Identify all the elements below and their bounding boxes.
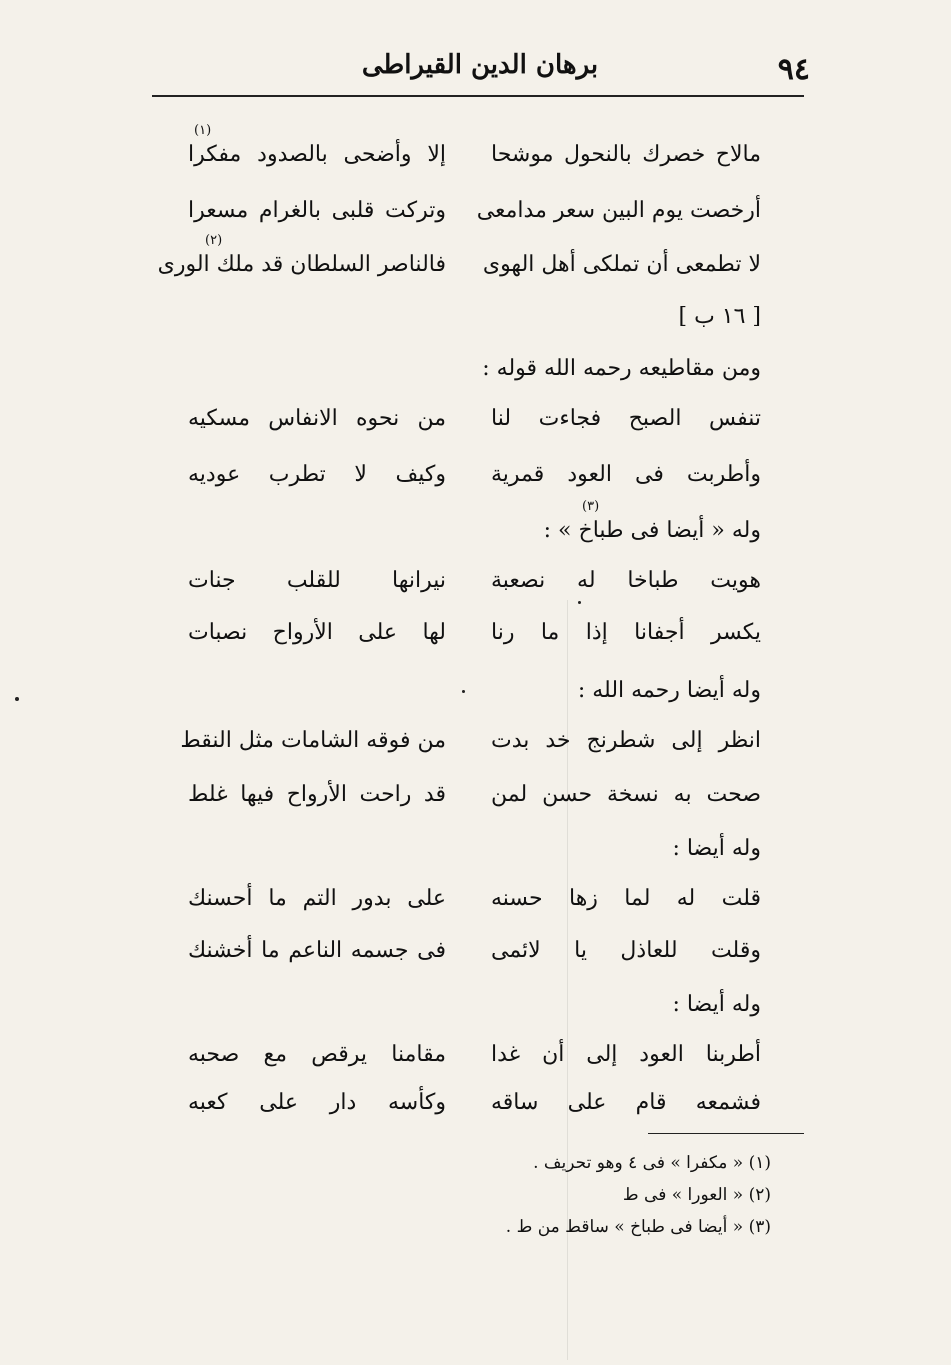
footnote-3: (٣) « أيضا فى طباخ » ساقط من ط . <box>505 1217 771 1237</box>
footnote-marker-1: (١) <box>194 123 212 138</box>
intro-line-1: ومن مقاطيعه رحمه الله قوله : <box>482 356 761 381</box>
intro-line-5: وله أيضا : <box>672 992 761 1017</box>
verse-1-2-first-hemistich: أرخصت يوم البين سعر مدامعى <box>476 198 761 223</box>
ink-speck <box>462 690 465 693</box>
verse-3-2-second-hemistich: لها على الأرواح نصبات <box>188 620 446 645</box>
page-number: ٩٤ <box>777 52 810 87</box>
page-fold-line <box>567 600 568 1360</box>
verse-1-1-first-hemistich: مالاح خصرك بالنحول موشحا <box>491 142 761 167</box>
verse-2-2-second-hemistich: وكيف لا تطرب عوديه <box>188 462 446 487</box>
ink-speck <box>15 697 19 701</box>
header-rule <box>152 95 804 97</box>
footnote-2: (٢) « العورا » فى ط <box>622 1185 771 1205</box>
intro-line-3: وله أيضا رحمه الله : <box>577 678 761 703</box>
verse-3-1-second-hemistich: نيرانها للقلب جنات <box>188 568 446 593</box>
verse-2-2-first-hemistich: وأطربت فى العود قمرية <box>491 462 761 487</box>
verse-5-1-second-hemistich: على بدور التم ما أحسنك <box>188 886 446 911</box>
folio-marker: [ ١٦ ب ] <box>678 304 761 329</box>
footnote-marker-3: (٣) <box>582 499 600 514</box>
verse-5-1-first-hemistich: قلت له لما زها حسنه <box>491 886 761 911</box>
verse-6-2-first-hemistich: فشمعه قام على ساقه <box>491 1090 761 1115</box>
verse-5-2-first-hemistich: وقلت للعاذل يا لائمى <box>491 938 761 963</box>
verse-1-2-second-hemistich: وتركت قلبى بالغرام مسعرا <box>188 198 446 223</box>
verse-3-1-first-hemistich: هويت طباخا له نصعبة <box>491 568 761 593</box>
running-title: برهان الدين القيراطى <box>361 50 599 80</box>
verse-6-1-second-hemistich: مقامنا يرقص مع صحبه <box>188 1042 446 1067</box>
verse-4-2-second-hemistich: قد راحت الأرواح فيها غلط <box>188 782 446 807</box>
ink-speck <box>578 601 581 604</box>
verse-4-2-first-hemistich: صحت به نسخة حسن لمن <box>491 782 761 807</box>
verse-4-1-first-hemistich: انظر إلى شطرنج خد بدت <box>491 728 761 753</box>
verse-5-2-second-hemistich: فى جسمه الناعم ما أخشنك <box>188 938 446 963</box>
verse-3-2-first-hemistich: يكسر أجفانا إذا ما رنا <box>491 620 761 645</box>
verse-1-3-second-hemistich: فالناصر السلطان قد ملك الورى <box>157 252 446 277</box>
verse-1-1-second-hemistich: إلا وأضحى بالصدود مفكرا <box>188 142 446 167</box>
footnote-marker-2: (٢) <box>205 233 223 248</box>
verse-1-3-first-hemistich: لا تطمعى أن تملكى أهل الهوى <box>482 252 761 277</box>
verse-6-1-first-hemistich: أطربنا العود إلى أن غدا <box>491 1042 761 1067</box>
footnote-1: (١) « مكفرا » فى ٤ وهو تحريف . <box>533 1153 771 1173</box>
verse-6-2-second-hemistich: وكأسه دار على كعبه <box>188 1090 446 1115</box>
verse-2-1-second-hemistich: من نحوه الانفاس مسكيه <box>188 406 446 431</box>
intro-line-2: وله « أيضا فى طباخ » : <box>543 518 761 543</box>
verse-4-1-second-hemistich: من فوقه الشامات مثل النقط <box>180 728 446 753</box>
intro-line-4: وله أيضا : <box>672 836 761 861</box>
footnote-rule <box>648 1133 804 1134</box>
verse-2-1-first-hemistich: تنفس الصبح فجاءت لنا <box>491 406 761 431</box>
page-header <box>150 50 810 96</box>
